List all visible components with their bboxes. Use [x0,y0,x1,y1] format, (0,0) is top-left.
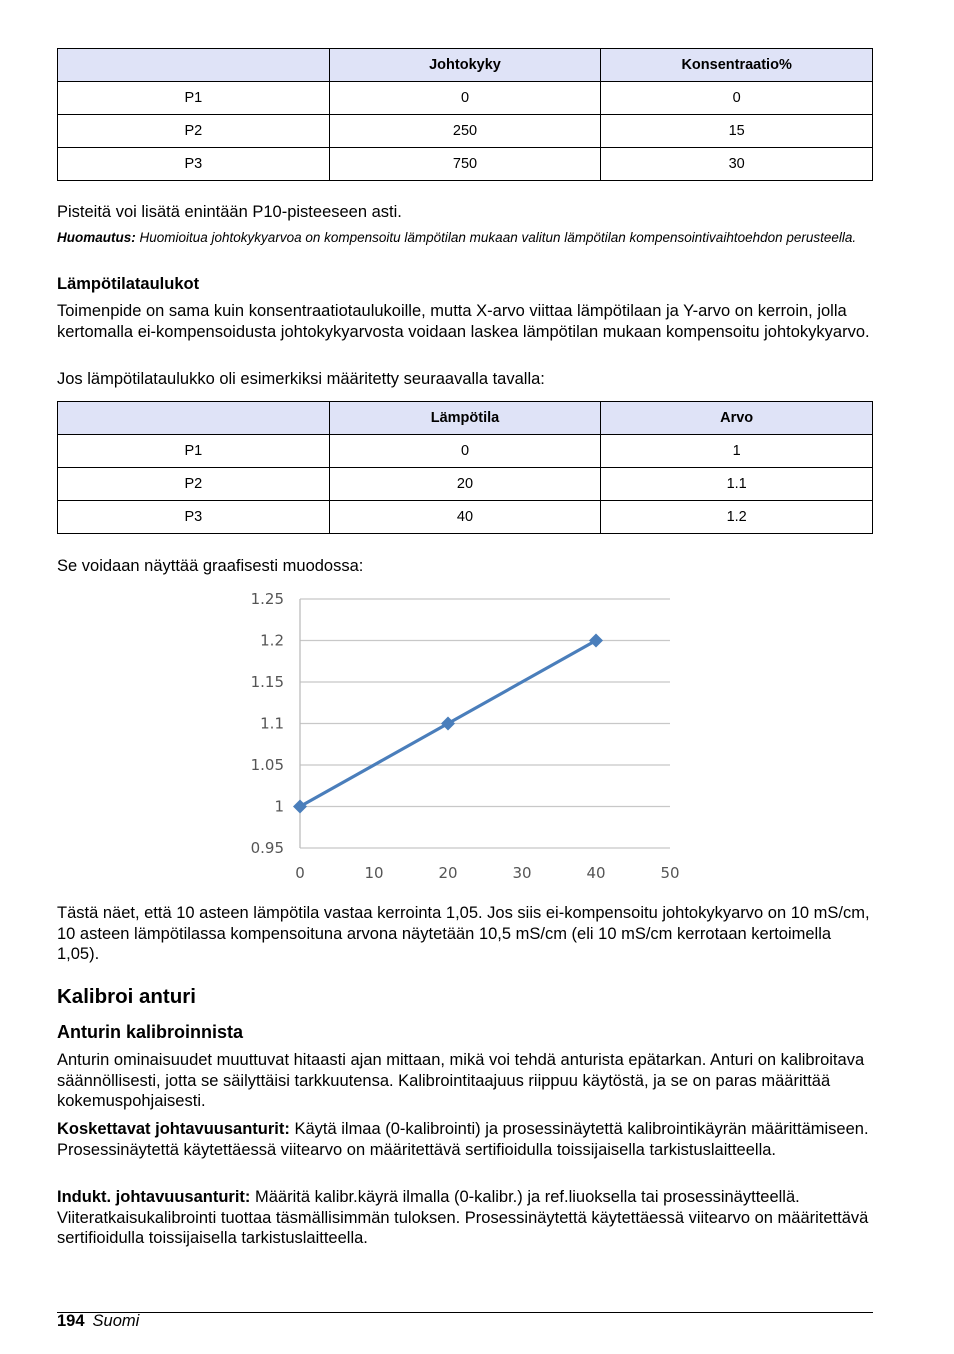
table-header-cell: Johtokyky [329,49,601,82]
table-header-row [58,402,873,435]
data-point [589,634,603,648]
x-tick-label: 0 [295,864,305,882]
about-calibration-paragraph: Anturin ominaisuudet muuttuvat hitaasti ajan mittaan, mikä voi tehdä anturista epätarkan. Anturi on kalibroitava säännöllisesti, jotta se säilyttäisi tarkkuutensa. Kalibrointitaajuus riippuu käytöstä, ja se on paras määrittää kokemuspohjaisesti. [57,1051,865,1110]
table-row [58,148,873,181]
temperature-table [57,401,873,534]
x-tick-label: 50 [660,864,680,882]
table-cell: 1 [601,435,873,468]
table-row [58,501,873,534]
y-tick-label: 1 [274,797,284,816]
table-cell: 1.2 [601,501,873,534]
table-cell: P3 [58,148,330,181]
contact-sensors-text: Käytä ilmaa (0-kalibrointi) ja prosessinäytettä kalibrointikäyrän määrittämiseen. Prosessinäytettä käytettäessä viitearvo on määritettävä sertifioidulla toissijaisella tarkistuslaitteella. [57,1120,869,1159]
table-cell: 0 [601,82,873,115]
table-cell: 40 [329,501,601,534]
y-tick-label: 0.95 [250,839,284,857]
contact-sensors-paragraph [57,1119,873,1160]
inductive-sensors-paragraph [57,1187,873,1249]
y-tick-label: 1.1 [260,714,284,733]
table-header-cell [58,49,330,82]
table-cell: 1.1 [601,468,873,501]
y-tick-label: 1.15 [250,673,284,691]
table-header-cell: Lämpötila [329,402,601,435]
example-paragraph: Jos lämpötilataulukko oli esimerkiksi määritetty seuraavalla tavalla: [57,370,545,388]
explanation-paragraph: Tästä näet, että 10 asteen lämpötila vastaa kerrointa 1,05. Jos siis ei-kompensoitu johtokykyarvo on 10 mS/cm, 10 asteen lämpötilassa kompensoituna arvona näytetään 10,5 mS/cm (eli 10 mS/cm kerrotaan kertoimella 1,05). [57,904,870,963]
concentration-table [57,48,873,181]
table-row [58,82,873,115]
table-header-cell: Konsentraatio% [601,49,873,82]
table-cell: 20 [329,468,601,501]
data-point [293,800,307,814]
temperature-tables-subheading: Lämpötilataulukot [57,275,200,293]
procedure-paragraph: Toimenpide on sama kuin konsentraatiotaulukoille, mutta X-arvo viittaa lämpötilaan ja Y-arvo on kerroin, jolla kertomalla ei-kompensoidusta johtokykyarvosta voidaan laskea lämpötilan mukaan kompensoitu johtokykyarvo. [57,302,870,341]
temperature-coefficient-chart [230,584,690,884]
x-tick-label: 40 [586,864,606,882]
graph-intro-paragraph: Se voidaan näyttää graafisesti muodossa: [57,557,364,575]
page-number: 194 [57,1312,85,1330]
page-footer [57,1312,139,1331]
table-cell: 250 [329,115,601,148]
data-point [441,717,455,731]
footer-language: Suomi [92,1312,140,1330]
table-cell: P2 [58,468,330,501]
table-cell: 30 [601,148,873,181]
note-text: Huomioitua johtokykyarvoa on kompensoitu lämpötilan mukaan valitun lämpötilan kompensointivaihtoehdon perusteella. [135,230,857,245]
table-cell: P3 [58,501,330,534]
table-cell: 15 [601,115,873,148]
table-cell: P1 [58,435,330,468]
table-row [58,468,873,501]
table-row [58,435,873,468]
table-row [58,115,873,148]
inductive-sensors-text: Määritä kalibr.käyrä ilmalla (0-kalibr.) ja ref.liuoksella tai prosessinäytteellä. Viiteratkaisukalibrointi tuottaa täsmällisimmän tuloksen. Prosessinäytettä käytettäessä viitearvo on määritettävä sertifioidulla toissijaisella tarkistuslaitteella. [57,1188,869,1247]
note-label: Huomautus: [57,230,136,245]
table-cell: 750 [329,148,601,181]
x-tick-label: 20 [438,864,458,882]
x-tick-label: 10 [364,864,384,882]
table-header-row [58,49,873,82]
y-tick-label: 1.2 [260,631,284,650]
y-tick-label: 1.25 [250,590,284,608]
note-paragraph [57,229,873,247]
inductive-sensors-label: Indukt. johtavuusanturit: [57,1188,251,1206]
x-tick-label: 30 [512,864,532,882]
points-paragraph: Pisteitä voi lisätä enintään P10-pisteeseen asti. [57,203,402,221]
y-tick-label: 1.05 [250,756,284,774]
table-cell: 0 [329,435,601,468]
contact-sensors-label: Koskettavat johtavuusanturit: [57,1120,290,1138]
table-header-cell: Arvo [601,402,873,435]
table-cell: 0 [329,82,601,115]
calibrate-sensor-heading: Kalibroi anturi [57,985,196,1008]
footer-divider [57,1312,873,1313]
table-cell: P2 [58,115,330,148]
table-header-cell [58,402,330,435]
table-cell: P1 [58,82,330,115]
about-calibration-heading: Anturin kalibroinnista [57,1022,244,1042]
